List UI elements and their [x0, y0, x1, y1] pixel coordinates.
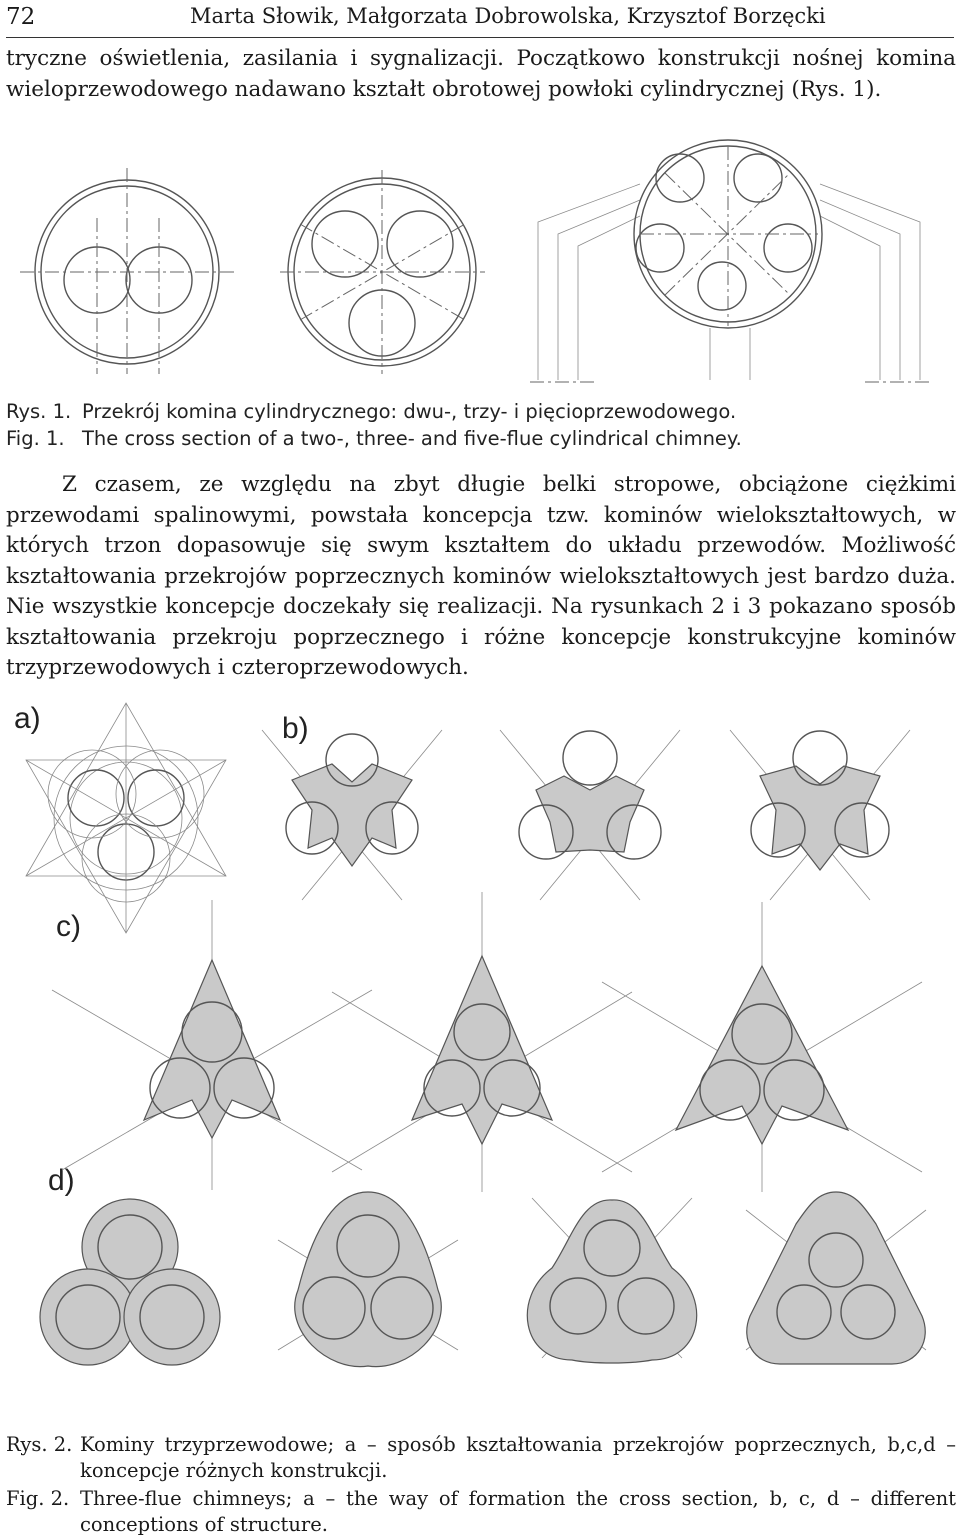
five-flue-section: [530, 140, 930, 382]
fig2-caption-pl-text: Kominy trzyprzewodowe; a – sposób kształtowania przekrojów poprzecznych, b,c,d – koncepcje różnych konstrukcji.: [80, 1433, 956, 1482]
fig1-caption-en-text: The cross section of a two-, three- and five-flue cylindrical chimney.: [82, 427, 742, 450]
fig2b-variant-2: [500, 730, 680, 900]
fig2-caption-en-text: Three-flue chimneys; a – the way of formation the cross section, b, c, d – different conceptions of structure.: [80, 1487, 956, 1536]
fig2-label-a: a): [14, 702, 41, 735]
three-flue-section: [280, 170, 485, 374]
running-head-authors: Marta Słowik, Małgorzata Dobrowolska, Krzysztof Borzęcki: [190, 4, 826, 28]
header-rule: [6, 37, 954, 38]
fig2d-variant-4: [746, 1192, 926, 1364]
fig2b-variant-3: [730, 730, 910, 900]
figure-1-caption: [6, 398, 956, 452]
fig2-label-c: c): [56, 910, 81, 943]
fig2b-variant-1: [262, 730, 442, 900]
fig2-caption-pl-label: Rys. 2.: [6, 1433, 73, 1456]
page-number: 72: [6, 4, 36, 30]
fig2c-variant-3: [602, 902, 922, 1192]
fig2-caption-en-label: Fig. 2.: [6, 1487, 70, 1510]
figure-2-drawing: [0, 700, 960, 1430]
figure-2-caption: [6, 1432, 956, 1538]
fig2-label-d: d): [48, 1164, 75, 1197]
fig2a-construction: [26, 703, 226, 933]
fig2d-variant-1: [40, 1199, 220, 1365]
fig2c-variant-2: [332, 892, 632, 1192]
fig1-caption-pl-text: Przekrój komina cylindrycznego: dwu-, trzy- i pięcioprzewodowego.: [82, 400, 737, 423]
fig2-label-b: b): [282, 712, 309, 745]
two-flue-section: [20, 168, 235, 374]
fig1-caption-en-label: Fig. 1.: [6, 427, 65, 450]
fig2d-variant-2: [278, 1192, 458, 1367]
page-header: [6, 0, 954, 36]
body-paragraph: Z czasem, ze względu na zbyt długie belki stropowe, obciążone ciężkimi przewodami spalinowymi, powstała koncepcja tzw. kominów wielokształtowych, w których trzon dopasowuje się swym kształtem do układu przewodów. Możliwość kształtowania przekrojów poprzecznych kominów wielokształtowych jest bardzo duża. Nie wszystkie koncepcje doczekały się realizacji. Na rysunkach 2 i 3 pokazano sposób kształtowania przekroju poprzecznego i różne koncepcje konstrukcyjne kominów trzyprzewodowych i czteroprzewodowych.: [6, 472, 956, 680]
fig2d-variant-3: [527, 1198, 696, 1363]
figure-1-drawing: [0, 148, 960, 388]
intro-paragraph: tryczne oświetlenia, zasilania i sygnalizacji. Początkowo konstrukcji nośnej komina wieloprzewodowego nadawano kształt obrotowej powłoki cylindrycznej (Rys. 1).: [6, 46, 956, 102]
fig1-caption-pl-label: Rys. 1.: [6, 400, 72, 423]
fig2c-variant-1: [52, 900, 372, 1190]
